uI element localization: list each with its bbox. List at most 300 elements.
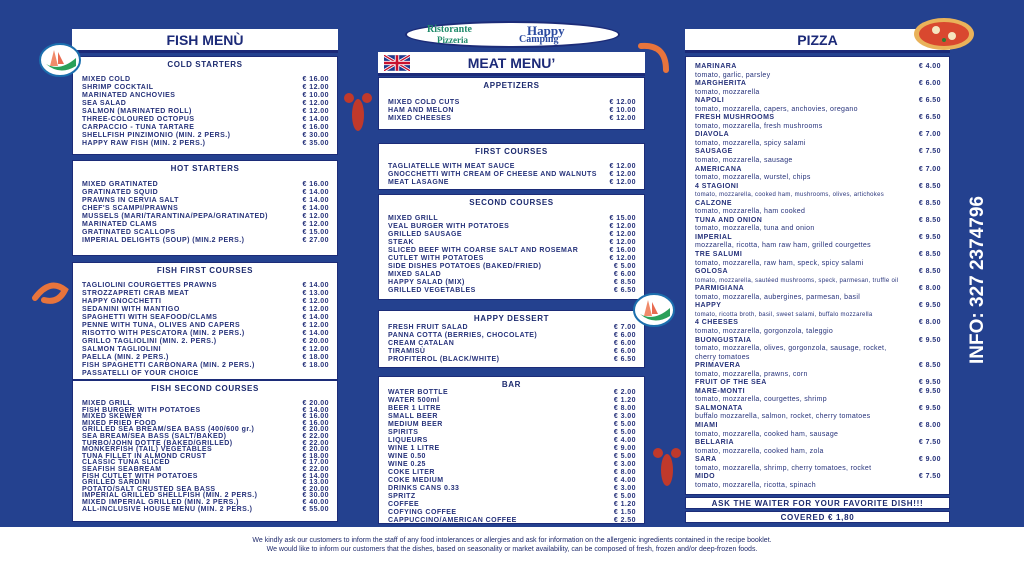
item-name: MIXED FRIED FOOD [82,419,157,427]
pizza-item [695,362,941,371]
menu-item [82,108,329,116]
item-price: € 20.00 [302,485,329,493]
item-price: € 30.00 [302,492,329,500]
menu-item [82,181,329,189]
item-name: SLICED BEEF WITH COARSE SALT AND ROSEMAR [388,247,579,254]
item-price: € 12.00 [609,255,636,262]
pizza-price: € 8.50 [918,251,941,259]
item-price: € 12.00 [609,179,636,186]
menu-item [388,509,636,517]
menu-item [82,370,329,378]
menu-item [388,223,636,231]
pizza-ingredients: tomato, mozzarella, spicy salami [695,139,806,147]
pizza-price: € 8.00 [918,421,941,429]
menu-item [388,356,636,364]
menu-items [73,181,337,245]
menu-item [82,116,329,124]
item-name: FISH CUTLET WITH POTATOES [82,472,198,480]
item-name: SHRIMP COCKTAIL [82,84,154,91]
item-name: MEAT LASAGNE [388,179,449,186]
item-price: € 9.00 [613,445,636,452]
pizza-ingredients: tomato, mozzarella, olives, gorgonzola, sausage, rocket, [695,345,887,353]
item-price: € 8.50 [613,279,636,286]
item-price: € 18.00 [302,452,329,460]
pizza-item [695,80,941,89]
fish-first-courses [72,262,338,380]
item-name: SALMON TAGLIOLINI [82,346,162,353]
menu-item [82,132,329,140]
item-price: € 14.00 [302,330,329,337]
item-name: GRILLED VEGETABLES [388,287,476,294]
item-name: HAM AND MELON [388,107,454,114]
pizza-name: HAPPY [695,302,722,310]
item-name: ALL-INCLUSIVE HOUSE MENU (MIN. 2 PERS.) [82,505,253,513]
item-price: € 12.00 [609,163,636,170]
item-name: WINE 0.25 [388,461,426,468]
item-price: € 3.00 [613,413,636,420]
item-name: CUTLET WITH POTATOES [388,255,484,262]
bar [378,376,645,524]
item-name: MONKERFISH (TAIL) VEGETABLES [82,446,213,454]
item-name: TUNA FILLET IN ALMOND CRUST [82,452,207,460]
menu-item [82,189,329,197]
menu-item [388,437,636,445]
item-name: MIXED COLD [82,76,131,83]
item-name: VEAL BURGER WITH POTATOES [388,223,510,230]
item-price: € 10.00 [609,107,636,114]
pizza-name: DIAVOLA [695,131,730,139]
item-price: € 12.00 [609,171,636,178]
item-price: € 12.00 [609,223,636,230]
item-name: WATER 500ml [388,397,440,404]
item-price: € 1.20 [613,397,636,404]
pizza-item [695,251,941,260]
pizza-list [685,56,950,495]
pizza-item [695,63,941,72]
menu-item [388,263,636,271]
menu-item [388,271,636,279]
item-price: € 17.00 [302,459,329,467]
pizza-item [695,285,941,294]
menu-item [82,338,329,346]
menu-item [388,171,636,179]
menu-items [73,401,337,513]
menu-item [82,92,329,100]
item-name: IMPERIAL GRILLED SHELLFISH (MIN. 2 PERS.) [82,492,258,500]
menu-item [388,107,636,115]
item-name: MIXED IMPERIAL GRILLED (MIN. 2 PERS.) [82,498,239,506]
item-price: € 15.00 [302,229,329,236]
info-phone-text: INFO: 327 2374796 [967,196,988,364]
item-name: MIXED GRATINATED [82,181,159,188]
menu-items [73,282,337,378]
pizza-price: € 8.00 [918,285,941,293]
pizza-item [695,422,941,431]
pizza-name: MARE-MONTI [695,387,745,395]
item-name: GRILLED SEA BREAM/SEA BASS (400/600 gr.) [82,426,255,434]
pizza-item [695,337,941,346]
item-price: € 22.00 [302,439,329,447]
item-price: € 20.00 [302,426,329,434]
fish-hot-starters [72,160,338,256]
item-name: COFFEE [388,501,420,508]
item-price: € 14.00 [302,282,329,289]
item-price: € 12.00 [609,231,636,238]
pizza-price: € 9.00 [918,456,941,464]
item-price: € 20.00 [302,400,329,407]
item-price: € 16.00 [302,181,329,188]
allergen-notice [0,527,1024,576]
item-price: € 12.00 [302,306,329,313]
item-name: FISH BURGER WITH POTATOES [82,406,201,414]
item-name: MIXED CHEESES [388,115,452,122]
shrimp-icon [30,278,70,308]
item-price: € 14.00 [302,205,329,212]
item-name: PRAWNS IN CERVIA SALT [82,197,179,204]
pizza-menu-title [685,29,950,53]
menu-item [388,99,636,107]
item-price: € 12.00 [302,221,329,228]
item-price: € 10.00 [302,92,329,99]
pizza-price: € 9.50 [918,379,941,387]
pizza-ingredients: tomato, mozzarella, gorgonzola, taleggio [695,327,834,335]
pizza-price: € 7.50 [918,439,941,447]
fish-second-courses [72,380,338,522]
pizza-item [695,200,941,209]
lobster-icon [343,90,373,140]
pizza-price: € 8.50 [918,362,941,370]
item-name: SPIRITS [388,429,419,436]
menu-item [388,287,636,295]
pizza-item [695,456,941,465]
item-name: MIXED GRILL [388,215,439,222]
menu-items [73,76,337,148]
item-name: SALMON (MARINATED ROLL) [82,108,192,115]
pizza-name: GOLOSA [695,268,729,276]
meat-menu-title-text: MEAT MENU’ [467,55,556,71]
menu-item [82,354,329,362]
item-name: GRILLED SARDINI [82,479,151,487]
menu-item [82,237,329,245]
item-name: IMPERIAL DELIGHTS (SOUP) (MIN.2 PERS.) [82,237,245,244]
ask-waiter-text: ASK THE WAITER FOR YOUR FAVORITE DISH!!! [711,499,924,508]
menu-item [82,205,329,213]
menu-item [388,340,636,348]
item-price: € 12.00 [302,84,329,91]
pizza-ingredients: tomato, mozzarella, wurstel, chips [695,174,811,182]
menu-item [388,179,636,187]
menu-item [388,397,636,405]
item-name: TAGLIATELLE WITH MEAT SAUCE [388,163,515,170]
item-name: BEER 1 LITRE [388,405,441,412]
pizza-name: 4 STAGIONI [695,182,739,190]
pizza-name: MIAMI [695,421,718,429]
pizza-ingredients: tomato, garlic, parsley [695,71,771,79]
pizza-price: € 9.50 [918,302,941,310]
pizza-name: NAPOLI [695,97,725,105]
item-price: € 35.00 [302,140,329,147]
item-price: € 6.00 [613,271,636,278]
item-price: € 14.00 [302,197,329,204]
pizza-item [695,379,941,388]
item-price: € 14.00 [302,116,329,123]
logo-text: Happy [527,23,565,38]
menu-item [388,389,636,397]
pizza-item [695,439,941,448]
section-title: COLD STARTERS [167,60,243,69]
item-price: € 5.00 [613,263,636,270]
menu-item [82,84,329,92]
item-name: PASSATELLI OF YOUR CHOICE [82,370,199,377]
item-price: € 16.00 [302,413,329,421]
pizza-ingredients: buffalo mozzarella, salmon, rocket, cherry tomatoes [695,413,871,421]
item-name: MUSSELS (MARI/TARANTINA/PEPA/GRATINATED) [82,213,268,220]
pizza-name: 4 CHEESES [695,319,739,327]
item-name: CARPACCIO - TUNA TARTARE [82,124,195,131]
pizza-price: € 7.00 [918,131,941,139]
item-price: € 14.00 [302,406,329,414]
item-price: € 6.50 [613,356,636,363]
pizza-price: € 4.00 [918,63,941,70]
item-price: € 12.00 [609,239,636,246]
pizza-ingredients: tomato, mozzarella, sausage [695,157,793,165]
item-name: SIDE DISHES POTATOES (BAKED/FRIED) [388,263,542,270]
menu-item [388,517,636,525]
pizza-name: SAUSAGE [695,148,733,156]
menu-item [388,469,636,477]
item-price: € 16.00 [302,419,329,427]
pizza-name: TUNA AND ONION [695,216,763,224]
item-name: MIXED COLD CUTS [388,99,460,106]
item-name: SEA BREAM/SEA BASS (SALT/BAKED) [82,432,227,440]
pizza-name: IMPERIAL [695,233,733,241]
item-price: € 12.00 [302,322,329,329]
item-name: HAPPY RAW FISH (MIN. 2 PERS.) [82,140,206,147]
pizza-item [695,268,941,277]
menu-item [388,461,636,469]
pizza-ingredients: tomato, mozzarella, capers, anchovies, oregano [695,105,858,113]
menu-item [82,314,329,322]
pizza-name: PRIMAVERA [695,362,741,370]
menu-item [82,290,329,298]
menu-item [82,140,329,148]
item-price: € 12.00 [302,100,329,107]
menu-item [388,279,636,287]
item-name: DRINKS CANS 0.33 [388,485,460,492]
pizza-item [695,405,941,414]
pizza-ingredients: tomato, mozzarella, aubergines, parmesan, basil [695,293,861,301]
item-price: € 12.00 [609,115,636,122]
item-price: € 20.00 [302,446,329,454]
pizza-item [695,131,941,140]
menu-item [82,100,329,108]
pizza-price: € 6.50 [918,114,941,122]
meat-second-courses [378,194,645,300]
pizza-price: € 9.50 [918,233,941,241]
pizza-ingredients: tomato, mozzarella, cooked ham, sausage [695,430,839,438]
pizza-ingredients: tomato, mozzarella, cooked ham, mushrooms, olives, artichokes [695,192,885,199]
item-name: PROFITEROL (BLACK/WHITE) [388,356,500,363]
pizza-item [695,234,941,243]
pizza-price: € 7.50 [918,148,941,156]
item-price: € 12.00 [609,99,636,106]
item-name: TURBO/JOHN DOTTE (BAKED/GRILLED) [82,439,233,447]
menu-item [388,348,636,356]
item-price: € 15.00 [609,215,636,222]
menu-item [82,298,329,306]
menu-item [388,247,636,255]
item-price: € 7.00 [613,324,636,331]
item-name: STROZZAPRETI CRAB MEAT [82,290,189,297]
item-price: € 12.00 [302,298,329,305]
item-name: PAELLA (MIN. 2 PERS.) [82,354,169,361]
item-name: MIXED GRILL [82,400,133,407]
menu-item [82,221,329,229]
item-price: € 2.50 [613,517,636,524]
item-price: € 1.50 [613,509,636,516]
menu-item [388,501,636,509]
item-name: GRATINATED SCALLOPS [82,229,176,236]
item-name: MEDIUM BEER [388,421,443,428]
pizza-price: € 9.50 [918,387,941,395]
item-price: € 5.00 [613,453,636,460]
menu-item [388,429,636,437]
pizza-ingredients: tomato, mozzarella, sautéed mushrooms, speck, parmesan, truffle oil [695,277,899,284]
pizza-name: AMERICANA [695,165,742,173]
pizza-item [695,183,941,192]
allergen-notice-line: We would like to inform our customers that the dishes, based on seasonality or market availability, can be composed of fresh, frozen and/or deep-frozen foods. [266,546,758,553]
shrimp-icon [636,38,676,78]
item-price: € 13.00 [302,290,329,297]
item-name: HAPPY GNOCCHETTI [82,298,162,305]
item-name: COKE LITER [388,469,435,476]
pizza-name: MARINARA [695,63,737,70]
item-name: TIRAMISÙ [388,348,426,355]
item-price: € 12.00 [302,346,329,353]
pizza-name: BELLARIA [695,439,734,447]
pizza-ingredients: tomato, mozzarella, raw ham, speck, spicy salami [695,259,864,267]
pizza-menu-title-text: PIZZA [797,32,838,48]
item-price: € 27.00 [302,237,329,244]
item-price: € 16.00 [302,76,329,83]
item-name: GNOCCHETTI WITH CREAM OF CHEESE AND WALNUTS [388,171,597,178]
item-name: CREAM CATALAN [388,340,455,347]
item-name: WATER BOTTLE [388,389,449,396]
pizza-name: BUONGUSTAIA [695,336,752,344]
item-price: € 30.00 [302,132,329,139]
section-title: FIRST COURSES [475,147,548,156]
logo-text: Pizzeria [437,35,468,45]
section-title: BAR [501,380,522,389]
happy-dessert [378,310,645,368]
section-title: FISH FIRST COURSES [156,266,254,275]
item-price: € 5.00 [613,493,636,500]
pizza-price: € 9.50 [918,404,941,412]
section-title: HOT STARTERS [170,164,240,173]
item-name: SPRITZ [388,493,416,500]
ask-waiter-banner [685,497,950,509]
menu-item [82,507,329,514]
item-name: HAPPY SALAD (MIX) [388,279,465,286]
pizza-ingredients: tomato, mozzarella [695,88,760,96]
item-price [325,370,329,378]
menu-item [82,229,329,237]
item-name: CAPPUCCINO/AMERICAN COFFEE [388,517,517,524]
item-price: € 8.00 [613,469,636,476]
item-price: € 6.00 [613,340,636,347]
menu-item [388,115,636,123]
menu-item [82,306,329,314]
pizza-ingredients: tomato, mozzarella, courgettes, shrimp [695,396,828,404]
item-name: SHELLFISH PINZIMONIO (MIN. 2 PERS.) [82,132,231,139]
lobster-icon [652,445,682,495]
item-name: GRILLED SAUSAGE [388,231,463,238]
pizza-price: € 7.50 [918,473,941,481]
uk-flag-icon [384,55,410,71]
pizza-name: MIDO [695,473,716,481]
item-name: WINE 0.50 [388,453,426,460]
item-price: € 5.00 [613,429,636,436]
cover-charge-text: COVERED € 1,80 [780,513,855,522]
item-name: PANNA COTTA (BERRIES, CHOCOLATE) [388,332,538,339]
pizza-price: € 8.00 [918,319,941,327]
pizza-items [686,63,949,490]
item-price: € 14.00 [302,314,329,321]
pizza-item [695,319,941,328]
menu-item [82,330,329,338]
item-name: GRATINATED SQUID [82,189,159,196]
pizza-price: € 8.50 [918,199,941,207]
menu-item [82,197,329,205]
menu-item [82,362,329,370]
fish-menu-title-text: FISH MENÙ [166,32,244,48]
pizza-name: MARGHERITA [695,80,747,88]
item-price: € 16.00 [302,124,329,131]
item-price: € 4.00 [613,437,636,444]
item-name: CHEF'S SCAMPI/PRAWNS [82,205,179,212]
menu-item [82,282,329,290]
pizza-item [695,388,941,397]
menu-item [82,213,329,221]
pizza-item [695,217,941,226]
item-name: MARINATED CLAMS [82,221,158,228]
pizza-price: € 9.50 [918,336,941,344]
pizza-name: CALZONE [695,199,732,207]
pizza-name: FRUIT OF THE SEA [695,379,767,387]
item-price: € 22.00 [302,465,329,473]
menu-items [379,163,644,187]
pizza-price: € 8.50 [918,216,941,224]
item-price: € 4.00 [613,477,636,484]
menu-items [379,389,644,525]
pizza-ingredients: tomato, mozzarella, ricotta, spinach [695,481,816,489]
pizza-price: € 6.50 [918,97,941,105]
pizza-item [695,114,941,123]
item-name: SEDANINI WITH MANTIGO [82,306,180,313]
pizza-ingredients: tomato, mozzarella, prawns, corn [695,370,808,378]
menu-items [379,324,644,364]
pizza-ingredients: tomato, mozzarella, tuna and onion [695,225,815,233]
meat-first-courses [378,143,645,190]
menu-items [379,99,644,123]
item-price: € 55.00 [302,505,329,513]
meat-menu-title [378,52,645,76]
pizza-name: PARMIGIANA [695,285,745,293]
item-name: COFYING COFFEE [388,509,457,516]
item-name: MIXED SKEWER [82,413,143,421]
menu-item [388,332,636,340]
pizza-price: € 8.50 [918,182,941,190]
